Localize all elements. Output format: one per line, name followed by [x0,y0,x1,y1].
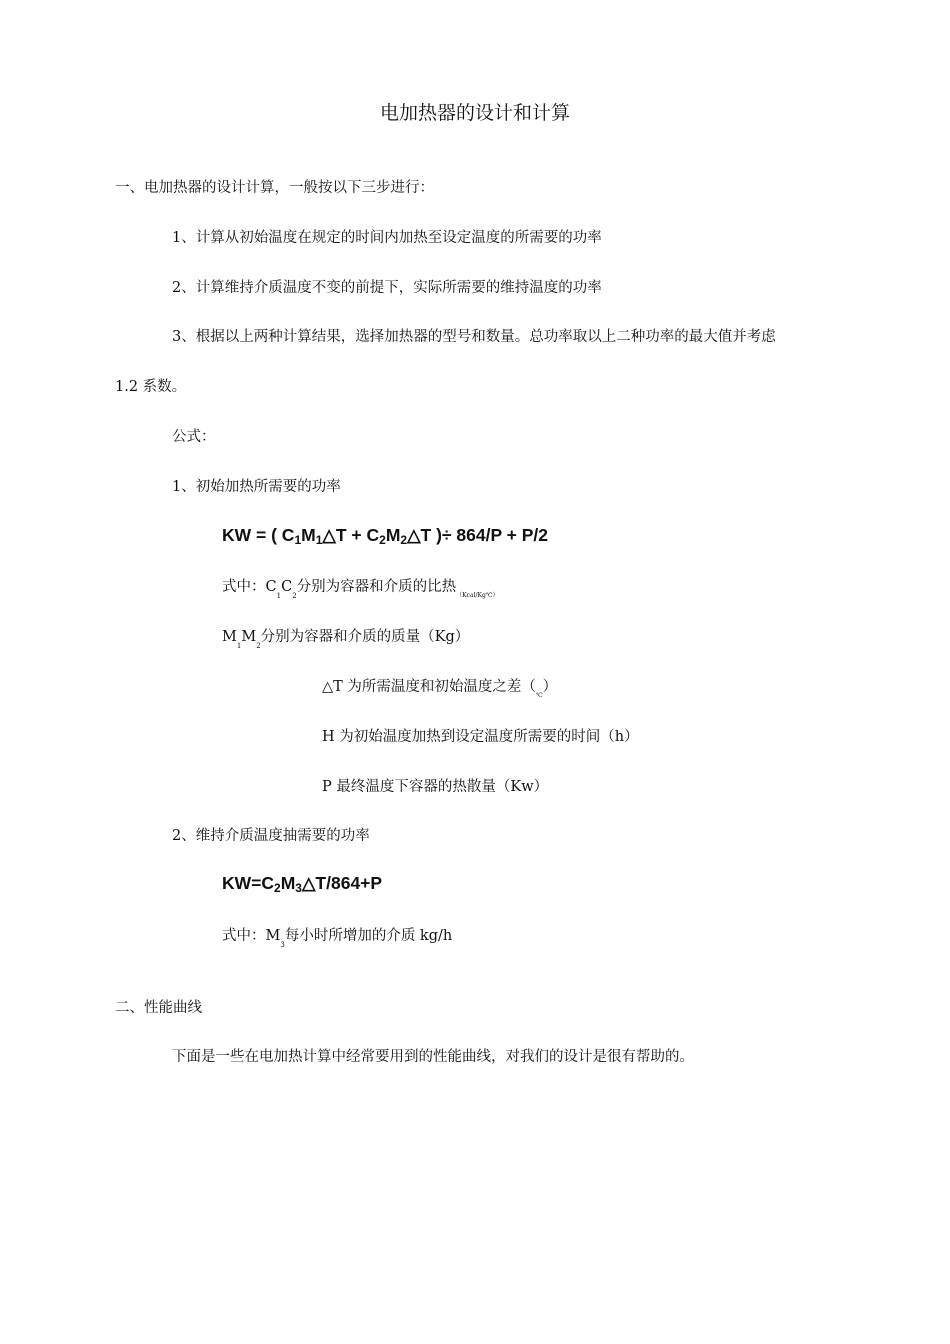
formula-2: $KW=C_2M_3\triangle T/864+P$ [222,873,383,895]
formula1-where-c: 式中：$C_1C_2$分别为容器和介质的比热$_{(Kcal/Kg℃)}$ [222,579,499,600]
step-2: 2、计算维持介质温度不变的前提下，实际所需要的维持温度的功率 [172,280,602,296]
formula1-where-m: $M_1M_2$分别为容器和介质的质量（Kg） [222,629,470,650]
formula1-where-h: H 为初始温度加热到设定温度所需要的时间（h） [322,729,639,745]
step-3: 3、根据以上两种计算结果，选择加热器的型号和数量。总功率取以上二种功率的最大值并考虑 [172,329,776,345]
formula1-where-dt: △T 为所需温度和初始温度之差$(_℃)$ [322,679,558,699]
formula1-heading: 1、初始加热所需要的功率 [172,479,341,495]
formula-label: 公式： [172,429,216,445]
page-title: 电加热器的设计和计算 [379,102,570,124]
section2-body: 下面是一些在电加热计算中经常要用到的性能曲线，对我们的设计是很有帮助的。 [172,1049,694,1065]
formula1-where-p: P 最终温度下容器的热散量（Kw） [322,779,549,795]
formula-1: KW = ( $C_1M_1\triangle T$ + $C_2M_2\triangle T$ )÷ 864/P + P/2 [222,525,549,547]
step-1: 1、计算从初始温度在规定的时间内加热至设定温度的所需要的功率 [172,230,602,246]
step-3-continuation: 1.2 系数。 [115,379,187,395]
section2-heading: 二、性能曲线 [115,1000,202,1016]
formula2-heading: 2、维持介质温度抽需要的功率 [172,828,370,844]
formula2-where: 式中：$M_3$每小时所增加的介质 kg/h [222,928,453,949]
section1-heading: 一、电加热器的设计计算，一般按以下三步进行： [115,180,434,196]
